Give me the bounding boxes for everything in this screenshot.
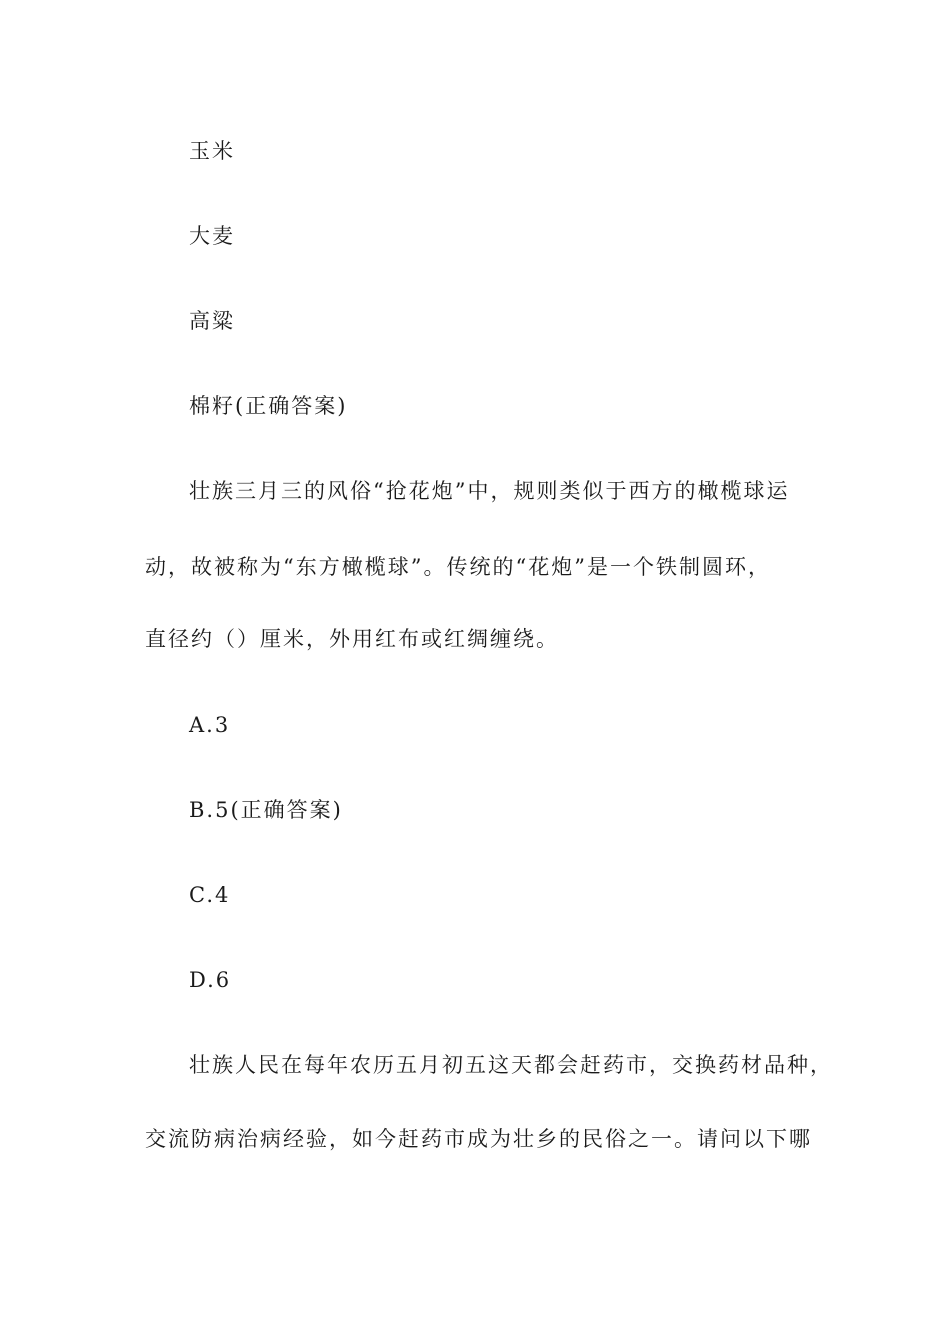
q2-option-a: A.3 <box>189 713 231 737</box>
q2-text-line-1: 壮族三月三的风俗“抢花炮”中，规则类似于西方的橄榄球运 <box>189 479 790 503</box>
q1-option-1: 玉米 <box>189 139 235 163</box>
q3-text-line-2: 交流防病治病经验，如今赶药市成为壮乡的民俗之一。请问以下哪 <box>145 1127 812 1151</box>
q3-text-line-1: 壮族人民在每年农历五月初五这天都会赶药市，交换药材品种， <box>189 1053 833 1077</box>
q1-option-3: 高粱 <box>189 309 235 333</box>
q2-option-d: D.6 <box>189 968 232 992</box>
q2-option-c: C.4 <box>189 883 231 907</box>
q2-text-line-3: 直径约（）厘米，外用红布或红绸缠绕。 <box>145 627 559 651</box>
q1-option-2: 大麦 <box>189 224 235 248</box>
q2-text-line-2: 动，故被称为“东方橄榄球”。传统的“花炮”是一个铁制圆环， <box>145 555 771 579</box>
q2-option-b-correct: B.5(正确答案) <box>189 798 343 822</box>
q1-option-4-correct: 棉籽(正确答案) <box>189 394 348 418</box>
